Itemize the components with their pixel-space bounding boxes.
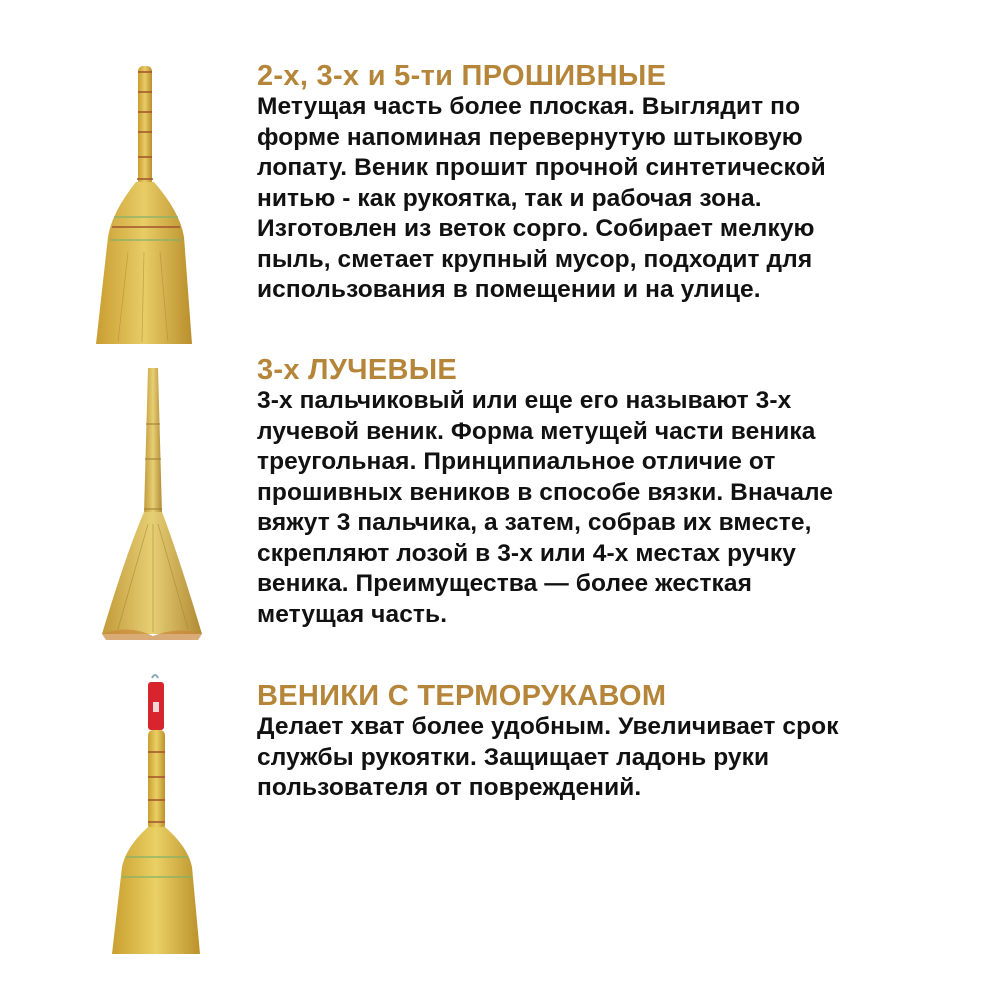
text-line: пыль, сметает крупный мусор, подходит для: [257, 245, 813, 273]
three-ray-broom-icon: [98, 364, 208, 644]
heat-sleeve-broom-icon: [108, 672, 208, 962]
text-line: службы рукоятки. Защищает ладонь руки: [257, 743, 770, 771]
text-line: скрепляют лозой в 3-х или 4-х местах ручку: [257, 539, 797, 567]
section-title: 2-х, 3-х и 5-ти ПРОШИВНЫЕ: [257, 60, 667, 92]
text-line: прошивных веников в способе вязки. Вначале: [257, 478, 834, 506]
section-heat-sleeve: [257, 680, 957, 804]
text-line: Делает хват более удобным. Увеличивает срок: [257, 713, 839, 740]
section-three-ray: [257, 354, 957, 630]
text-line: веника. Преимущества — более жесткая: [257, 570, 753, 597]
section-title: 3-х ЛУЧЕВЫЕ: [257, 354, 458, 386]
text-line: пользователя от повреждений.: [257, 774, 642, 801]
text-line: метущая часть.: [257, 600, 448, 628]
text-line: использования в помещении и на улице.: [257, 276, 761, 303]
text-line: нитью - как рукоятка, так и рабочая зона.: [257, 184, 762, 212]
text-line: вяжут 3 пальчика, а затем, собрав их вместе,: [257, 509, 812, 536]
text-line: треугольная. Принципиальное отличие от: [257, 448, 776, 475]
text-line: 3-х пальчиковый или еще его называют 3-х: [257, 387, 792, 414]
section-description: [257, 712, 957, 804]
text-line: форме напоминая перевернутую штыковую: [257, 123, 803, 151]
text-line: лучевой веник. Форма метущей части веника: [257, 417, 816, 445]
section-stitched: [257, 60, 957, 306]
text-line: Изготовлен из веток сорго. Собирает мелкую: [257, 215, 815, 242]
section-description: [257, 92, 957, 306]
stitched-broom-icon: [88, 62, 208, 352]
section-title: ВЕНИКИ С ТЕРМОРУКАВОМ: [257, 680, 667, 712]
text-line: лопату. Веник прошит прочной синтетической: [257, 154, 826, 181]
text-line: Метущая часть более плоская. Выглядит по: [257, 93, 801, 120]
section-description: [257, 386, 957, 630]
